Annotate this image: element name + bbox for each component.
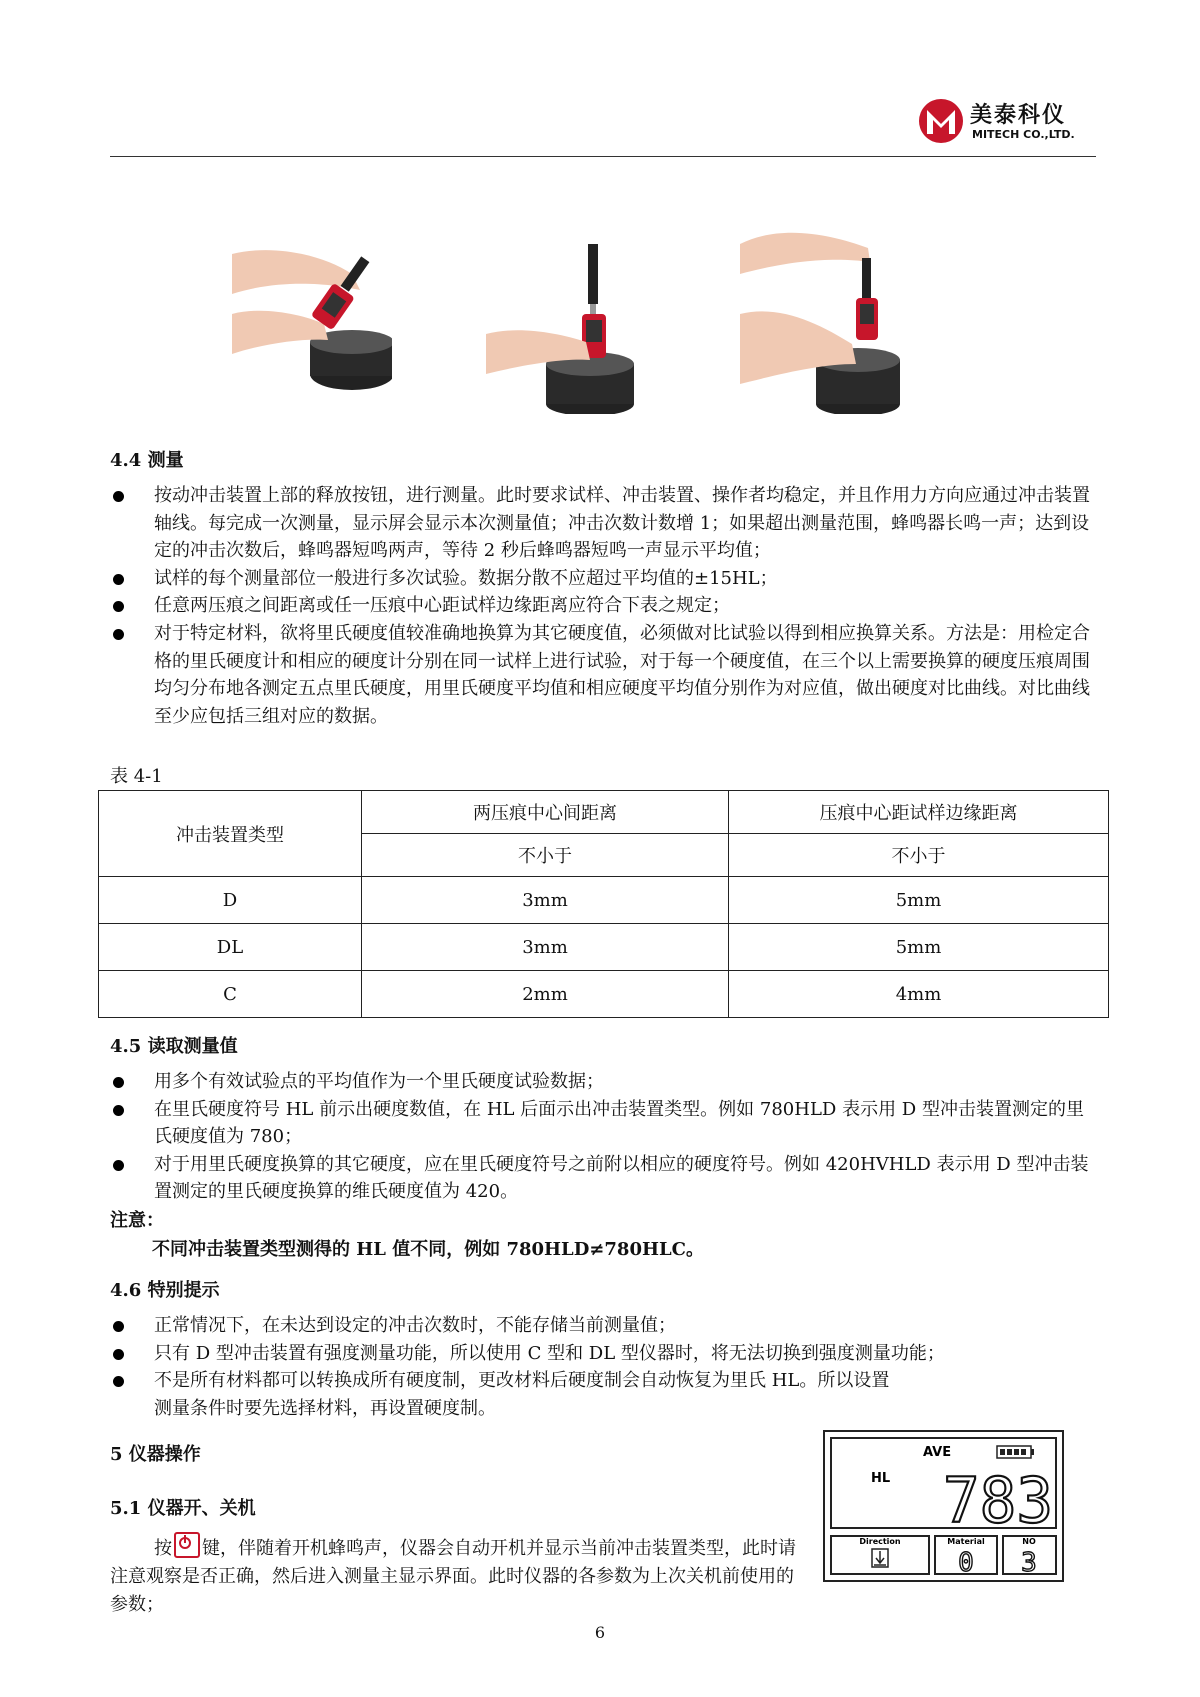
bullet-list-4-4 — [110, 482, 1096, 730]
cell-type: DL — [99, 924, 362, 971]
brand-name-cn: 美泰科仪 — [970, 103, 1067, 128]
section-title-5-1: 5.1 仪器开、关机 — [110, 1498, 256, 1519]
brand-name-en: MITECH CO.,LTD. — [972, 128, 1075, 141]
lcd-screen — [825, 1432, 1062, 1580]
header-edge-distance: 压痕中心距试样边缘距离 — [729, 791, 1109, 834]
lcd-reading: 783 — [943, 1464, 1053, 1537]
photo-operation-step-2 — [486, 214, 646, 414]
list-item: 不是所有材料都可以转换成所有硬度制，更改材料后硬度制会自动恢复为里氏 HL。所以设置测量条件时要先选择材料，再设置硬度制。 — [110, 1367, 900, 1422]
cell-edge-distance: 5mm — [729, 877, 1109, 924]
cell-edge-distance: 5mm — [729, 924, 1109, 971]
cell-indent-distance: 3mm — [362, 877, 729, 924]
impact-direction-icon — [872, 1549, 888, 1567]
cell-edge-distance: 4mm — [729, 971, 1109, 1018]
cell-indent-distance: 2mm — [362, 971, 729, 1018]
section-title-4-4: 4.4 测量 — [110, 450, 184, 471]
table-row — [99, 971, 1109, 1018]
section-title-4-5: 4.5 读取测量值 — [110, 1036, 238, 1057]
spacing-table — [98, 790, 1109, 1018]
bullet-list-4-5 — [110, 1068, 1096, 1206]
bullet-list-4-6 — [110, 1312, 945, 1422]
lcd-mode: AVE — [923, 1445, 952, 1460]
subheader-min-a: 不小于 — [362, 834, 729, 877]
lcd-material-label: Material — [947, 1537, 985, 1546]
lcd-material-value: 0 — [958, 1548, 974, 1578]
list-item: 只有 D 型冲击装置有强度测量功能，所以使用 C 型和 DL 型仪器时，将无法切换到强度测量功能； — [110, 1340, 1154, 1368]
para-text-after: 键，伴随着开机蜂鸣声，仪器会自动开机并显示当前冲击装置类型，此时请注意观察是否正确，然后进入测量主显示界面。此时仪器的各参数为上次关机前使用的参数； — [110, 1538, 796, 1615]
photo-operation-step-1 — [232, 214, 392, 414]
lcd-scale: HL — [871, 1471, 891, 1486]
note-label: 注意： — [110, 1210, 164, 1231]
lcd-count-value: 3 — [1021, 1548, 1037, 1578]
header-indent-distance: 两压痕中心间距离 — [362, 791, 729, 834]
section-title-4-6: 4.6 特别提示 — [110, 1280, 220, 1301]
list-item: 用多个有效试验点的平均值作为一个里氏硬度试验数据； — [110, 1068, 1096, 1096]
table-caption: 表 4-1 — [110, 766, 163, 787]
cell-indent-distance: 3mm — [362, 924, 729, 971]
cell-type: D — [99, 877, 362, 924]
list-item: 正常情况下，在未达到设定的冲击次数时，不能存储当前测量值； — [110, 1312, 1154, 1340]
table-row — [99, 877, 1109, 924]
list-item: 按动冲击装置上部的释放按钮，进行测量。此时要求试样、冲击装置、操作者均稳定，并且作用力方向应通过冲击装置轴线。每完成一次测量，显示屏会显示本次测量值；冲击次数计数增 1；如果超出测量范围，蜂鸣器长鸣一声；达到设定的冲击次数后，蜂鸣器短鸣两声，等待 2 秒后蜂鸣器短鸣一声显示平均值； — [110, 482, 1096, 565]
table-row — [99, 924, 1109, 971]
power-on-paragraph — [110, 1532, 800, 1619]
list-item: 对于特定材料，欲将里氏硬度值较准确地换算为其它硬度值，必须做对比试验以得到相应换算关系。方法是：用检定合格的里氏硬度计和相应的硬度计分别在同一试样上进行试验，对于每一个硬度值，在三个以上需要换算的硬度压痕周围均匀分布地各测定五点里氏硬度，用里氏硬度平均值和相应硬度平均值分别作为对应值，做出硬度对比曲线。对比曲线至少应包括三组对应的数据。 — [110, 620, 1096, 730]
list-item: 在里氏硬度符号 HL 前示出硬度数值，在 HL 后面示出冲击装置类型。例如 780HLD 表示用 D 型冲击装置测定的里氏硬度值为 780； — [110, 1096, 1096, 1151]
company-logo — [918, 98, 1098, 148]
list-item: 任意两压痕之间距离或任一压痕中心距试样边缘距离应符合下表之规定； — [110, 592, 1096, 620]
note-text: 不同冲击装置类型测得的 HL 值不同，例如 780HLD≠780HLC。 — [152, 1239, 704, 1260]
list-item: 试样的每个测量部位一般进行多次试验。数据分散不应超过平均值的±15HL； — [110, 565, 1096, 593]
para-text-before: 按 — [154, 1538, 172, 1559]
photo-operation-step-3 — [740, 214, 900, 414]
subheader-min-b: 不小于 — [729, 834, 1109, 877]
battery-icon — [997, 1446, 1034, 1458]
cell-type: C — [99, 971, 362, 1018]
header-impact-type: 冲击装置类型 — [99, 791, 362, 877]
power-key-icon — [174, 1532, 200, 1558]
section-title-5: 5 仪器操作 — [110, 1444, 201, 1465]
lcd-count-label: NO — [1022, 1537, 1036, 1546]
page-number: 6 — [594, 1623, 606, 1642]
brand-mark-icon — [918, 98, 964, 144]
list-item: 对于用里氏硬度换算的其它硬度，应在里氏硬度符号之前附以相应的硬度符号。例如 420HVHLD 表示用 D 型冲击装置测定的里氏硬度换算的维氏硬度值为 420。 — [110, 1151, 1096, 1206]
table-header-row — [99, 791, 1109, 834]
header-divider — [110, 156, 1096, 157]
lcd-display-illustration — [823, 1430, 1064, 1582]
lcd-direction-label: Direction — [859, 1537, 901, 1546]
